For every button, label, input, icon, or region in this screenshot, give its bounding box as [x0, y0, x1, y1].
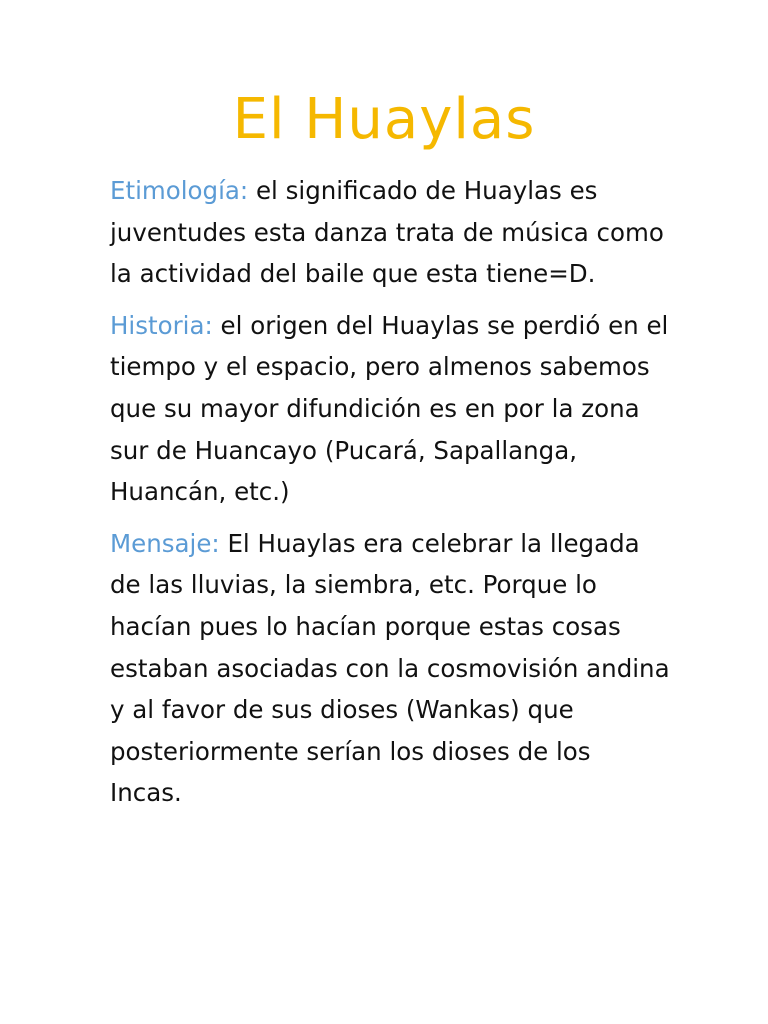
- paragraph-historia: [110, 305, 670, 513]
- paragraph-mensaje: [110, 523, 670, 814]
- document-title: El Huaylas: [232, 87, 536, 152]
- section-label-etimologia: Etimología:: [110, 176, 249, 205]
- section-label-mensaje: Mensaje:: [110, 528, 220, 558]
- section-text-etimologia: el significado de Huaylas es juventudes esta danza trata de música como la actividad del baile que esta tiene=D.: [110, 176, 664, 289]
- paragraph-etimologia: [110, 170, 670, 295]
- section-label-historia: Historia:: [110, 310, 213, 340]
- section-text-mensaje: El Huaylas era celebrar la llegada de las lluvias, la siembra, etc. Porque lo hacían pues lo hacían porque estas cosas estaban asociadas con la cosmovisión andina y al favor de sus dioses (Wankas) que posteriormente serían los dioses de los Incas.: [110, 528, 670, 808]
- section-text-historia: el origen del Huaylas se perdió en el tiempo y el espacio, pero almenos sabemos que su mayor difundición es en por la zona sur de Huancayo (Pucará, Sapallanga, Huancán, etc.): [110, 310, 669, 507]
- document-body: [110, 170, 670, 824]
